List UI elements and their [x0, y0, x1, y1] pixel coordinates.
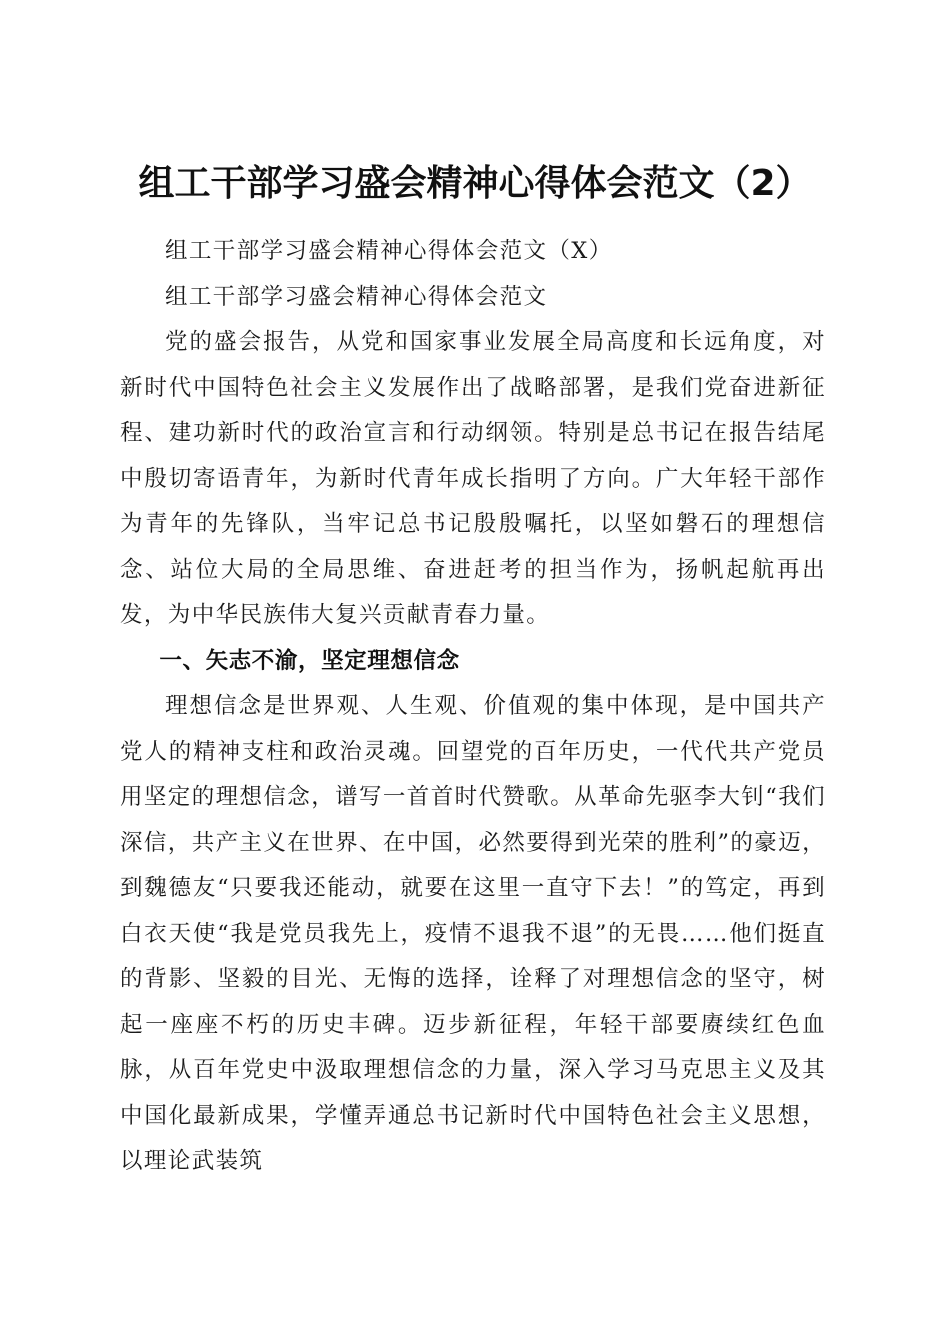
subtitle-line: 组工干部学习盛会精神心得体会范文（X）	[165, 238, 613, 264]
document-title: 组工干部学习盛会精神心得体会范文（2）	[138, 163, 812, 205]
subtitle-line: 组工干部学习盛会精神心得体会范文	[165, 283, 548, 310]
intro-paragraph: 党的盛会报告，从党和国家事业发展全局高度和长远角度，对新时代中国特色社会主义发展作出了战略部署，是我们党奋进新征程、建功新时代的政治宣言和行动纲领。特别是总书记在报告结尾中殷切寄语青年，为新时代青年成长指明了方向。广大年轻干部作为青年的先锋队，当牢记总书记殷殷嘱托，以坚如磐石的理想信念、站位大局的全局思维、奋进赶考的担当作为，扬帆起航再出发，为中华民族伟大复兴贡献青春力量。	[120, 329, 826, 628]
section-heading: 一、矢志不渝，坚定理想信念	[159, 647, 460, 674]
section-paragraph: 理想信念是世界观、人生观、价值观的集中体现，是中国共产党人的精神支柱和政治灵魂。回望党的百年历史，一代代共产党员用坚定的理想信念，谱写一首首时代赞歌。从革命先驱李大钊“我们深信，共产主义在世界、在中国，必然要得到光荣的胜利”的豪迈，到魏德友“只要我还能动，就要在这里一直守下去！”的笃定，再到白衣天使“我是党员我先上，疫情不退我不退”的无畏……他们挺直的背影、坚毅的目光、无悔的选择，诠释了对理想信念的坚守，树起一座座不朽的历史丰碑。迈步新征程，年轻干部要赓续红色血脉，从百年党史中汲取理想信念的力量，深入学习马克思主义及其中国化最新成果，学懂弄通总书记新时代中国特色社会主义思想，以理论武装筑	[120, 693, 827, 1174]
document-body	[120, 229, 826, 1185]
